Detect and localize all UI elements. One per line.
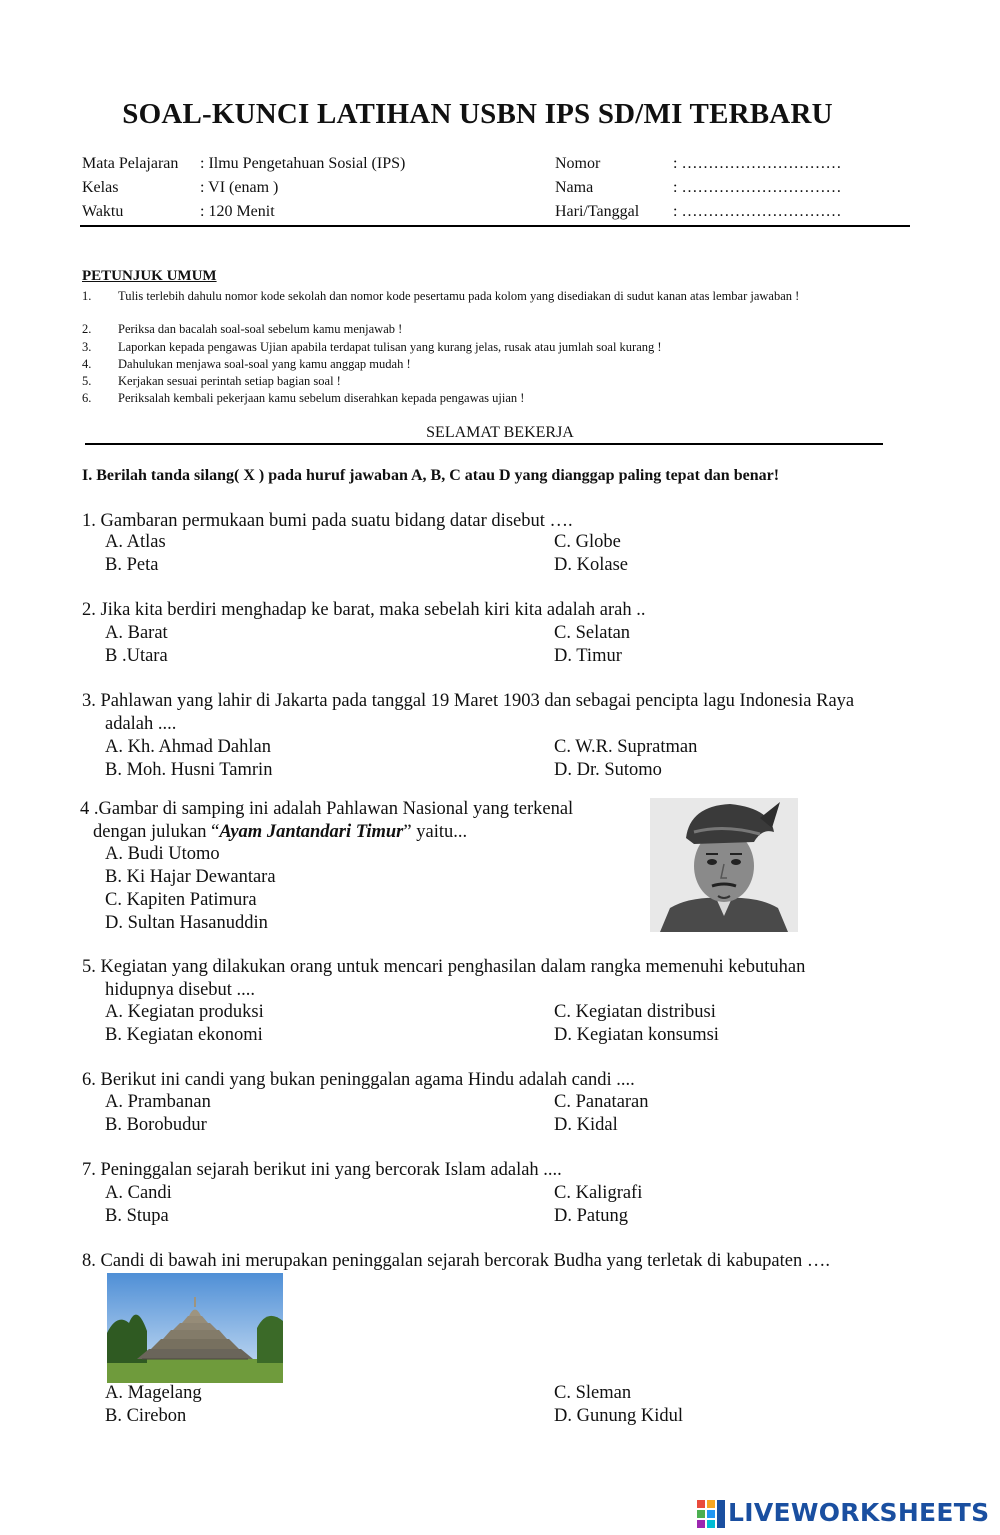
question-6: 6. Berikut ini candi yang bukan peninggalan agama Hindu adalah candi .... <box>82 1070 635 1090</box>
option-c[interactable]: C. Kegiatan distribusi <box>554 1002 716 1022</box>
temple-image <box>107 1273 283 1383</box>
option-d[interactable]: D. Kidal <box>554 1115 618 1135</box>
subject-value: : Ilmu Pengetahuan Sosial (IPS) <box>200 155 406 172</box>
option-b[interactable]: B .Utara <box>105 646 168 666</box>
option-a[interactable]: A. Candi <box>105 1183 172 1203</box>
question-2: 2. Jika kita berdiri menghadap ke barat, maka sebelah kiri kita adalah arah .. <box>82 600 646 620</box>
header-right <box>555 152 885 224</box>
option-a[interactable]: A. Kegiatan produksi <box>105 1002 264 1022</box>
option-d[interactable]: D. Gunung Kidul <box>554 1406 683 1426</box>
name-label: Nama <box>555 179 594 196</box>
option-a[interactable]: A. Atlas <box>105 532 166 552</box>
option-b[interactable]: B. Cirebon <box>105 1406 187 1426</box>
closing-divider <box>85 443 883 445</box>
section-heading: I. Berilah tanda silang( X ) pada huruf jawaban A, B, C atau D yang dianggap paling tepat dan benar! <box>82 467 780 484</box>
option-c[interactable]: C. W.R. Supratman <box>554 737 698 757</box>
question-5-cont: hidupnya disebut .... <box>105 980 256 1000</box>
page-title: SOAL-KUNCI LATIHAN USBN IPS SD/MI TERBARU <box>122 98 833 130</box>
option-b[interactable]: B. Peta <box>105 555 159 575</box>
date-field[interactable]: : ………………………… <box>673 203 842 220</box>
question-1: 1. Gambaran permukaan bumi pada suatu bidang datar disebut …. <box>82 511 573 531</box>
question-3-cont: adalah .... <box>105 714 177 734</box>
number-label: Nomor <box>555 155 601 172</box>
question-4-cont: dengan julukan “Ayam Jantandari Timur” yaitu... <box>93 822 468 842</box>
option-c[interactable]: C. Kapiten Patimura <box>105 890 257 910</box>
name-field[interactable]: : ………………………… <box>673 179 842 196</box>
subject-label: Mata Pelajaran <box>82 155 179 172</box>
option-d[interactable]: D. Dr. Sutomo <box>554 760 662 780</box>
class-label: Kelas <box>82 179 119 196</box>
option-b[interactable]: B. Moh. Husni Tamrin <box>105 760 273 780</box>
date-label: Hari/Tanggal <box>555 203 640 220</box>
option-c[interactable]: C. Panataran <box>554 1092 649 1112</box>
option-b[interactable]: B. Borobudur <box>105 1115 207 1135</box>
question-7: 7. Peninggalan sejarah berikut ini yang bercorak Islam adalah .... <box>82 1160 562 1180</box>
question-5: 5. Kegiatan yang dilakukan orang untuk mencari penghasilan dalam rangka memenuhi kebutuhan <box>82 957 806 977</box>
liveworksheets-logo[interactable]: LIVEWORKSHEETS <box>728 1498 990 1527</box>
option-a[interactable]: A. Magelang <box>105 1383 202 1403</box>
time-value: : 120 Menit <box>200 203 275 220</box>
option-a[interactable]: A. Budi Utomo <box>105 844 220 864</box>
option-b[interactable]: B. Kegiatan ekonomi <box>105 1025 263 1045</box>
instructions-heading: PETUNJUK UMUM <box>82 268 217 284</box>
header-left <box>82 152 502 224</box>
option-d[interactable]: D. Kegiatan konsumsi <box>554 1025 719 1045</box>
option-c[interactable]: C. Globe <box>554 532 621 552</box>
option-d[interactable]: D. Kolase <box>554 555 628 575</box>
option-b[interactable]: B. Ki Hajar Dewantara <box>105 867 276 887</box>
closing-text: SELAMAT BEKERJA <box>426 424 574 441</box>
header-divider <box>80 225 910 227</box>
option-d[interactable]: D. Patung <box>554 1206 628 1226</box>
class-value: : VI (enam ) <box>200 179 279 196</box>
number-field[interactable]: : ………………………… <box>673 155 842 172</box>
option-a[interactable]: A. Barat <box>105 623 168 643</box>
question-3: 3. Pahlawan yang lahir di Jakarta pada tanggal 19 Maret 1903 dan sebagai pencipta lagu Indonesia Raya <box>82 691 855 711</box>
option-b[interactable]: B. Stupa <box>105 1206 169 1226</box>
liveworksheets-logo-icon <box>697 1500 725 1528</box>
option-c[interactable]: C. Sleman <box>554 1383 632 1403</box>
option-d[interactable]: D. Timur <box>554 646 622 666</box>
option-d[interactable]: D. Sultan Hasanuddin <box>105 913 268 933</box>
option-c[interactable]: C. Selatan <box>554 623 631 643</box>
question-8: 8. Candi di bawah ini merupakan peninggalan sejarah bercorak Budha yang terletak di kabupaten …. <box>82 1251 830 1271</box>
option-a[interactable]: A. Kh. Ahmad Dahlan <box>105 737 271 757</box>
question-4: 4 .Gambar di samping ini adalah Pahlawan Nasional yang terkenal <box>80 799 574 819</box>
option-c[interactable]: C. Kaligrafi <box>554 1183 643 1203</box>
time-label: Waktu <box>82 203 124 220</box>
instructions-list: 1. Tulis terlebih dahulu nomor kode sekolah dan nomor kode pesertamu pada kolom yang disediakan di sudut kanan atas lembar jawaban ! 2. Periksa dan bacalah soal-soal sebelum kamu menjawab ! 3. Laporkan kepada pengawas Ujian apabila terdapat tulisan yang kurang jelas, rusak atau jumlah soal kurang ! 4. Dahulukan menjawa soal-soal yang kamu anggap mudah ! 5. Kerjakan sesuai perintah setiap bagian soal ! 6. Periksalah kembali pekerjaan kamu sebelum diserahkan kepada pengawas ujian ! <box>82 289 800 405</box>
hero-portrait-image <box>650 798 798 932</box>
option-a[interactable]: A. Prambanan <box>105 1092 211 1112</box>
